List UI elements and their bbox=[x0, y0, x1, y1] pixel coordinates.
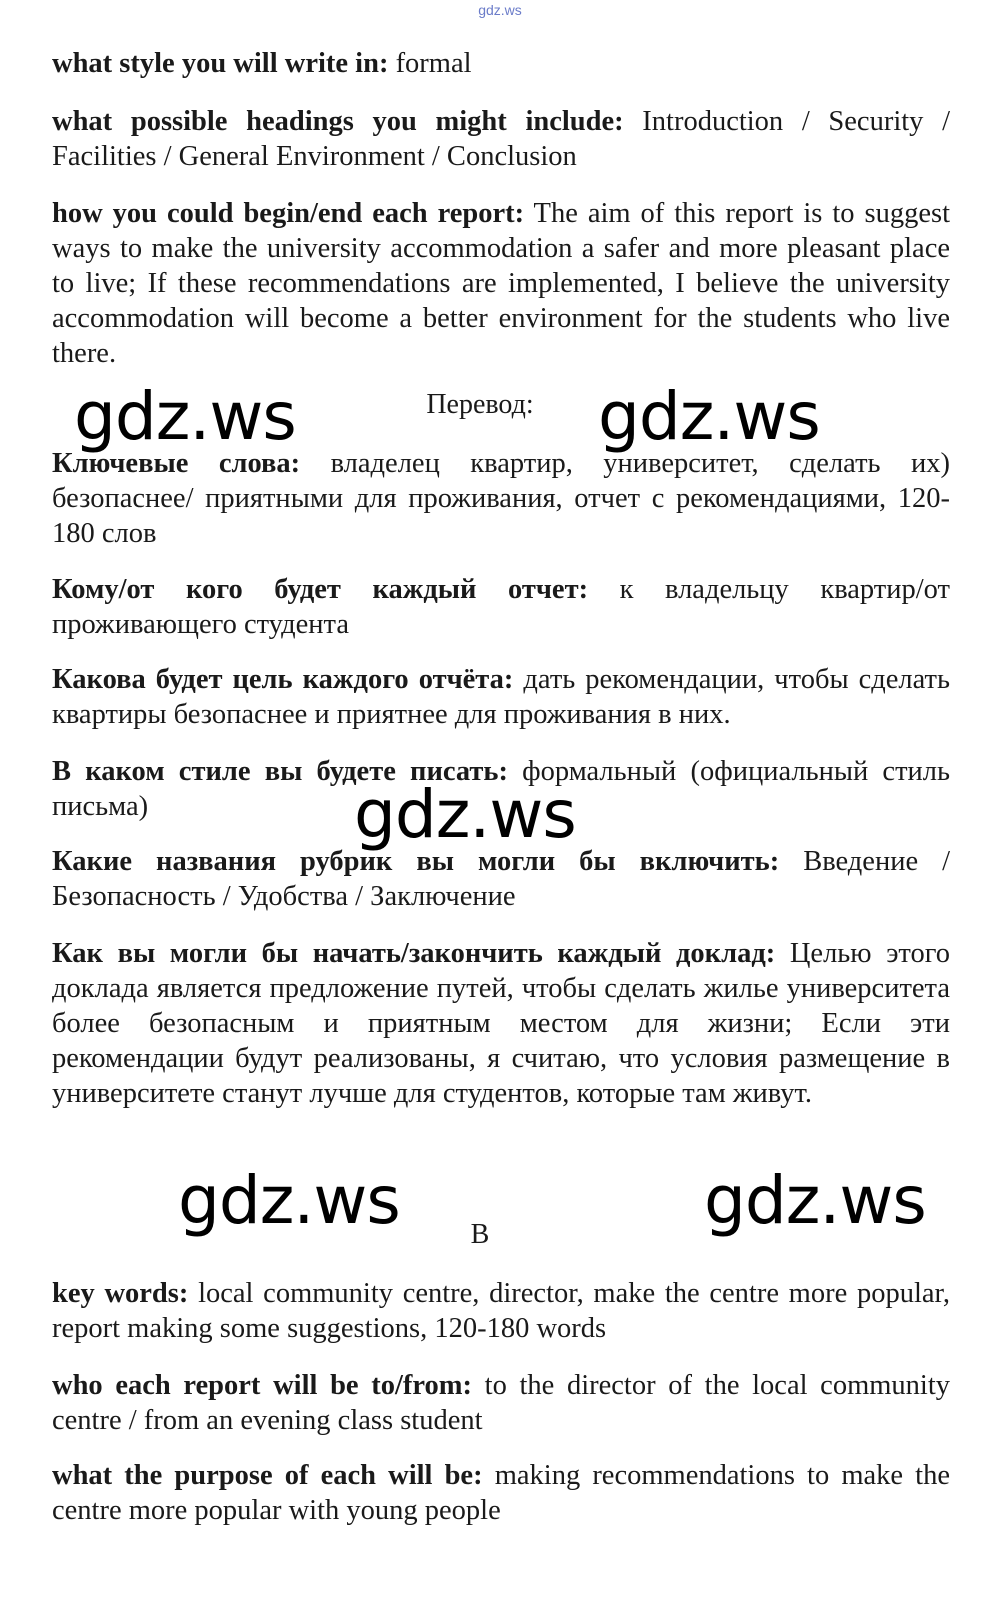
paragraph-label: what possible headings you might include: bbox=[52, 106, 624, 137]
paragraph-keywords-b bbox=[52, 1276, 950, 1346]
paragraph-text: Целью этого доклада является предложение путей, чтобы сделать жилье университета более безопасным и приятным местом для жизни; Если эти рекомендации будут реализованы, я считаю, что условия размещение в университете станут лучше для студентов, которые там живут. bbox=[52, 938, 950, 1109]
paragraph-keywords-ru bbox=[52, 446, 950, 551]
paragraph-text: владелец квартир, университет, сделать их) безопаснее/ приятными для проживания, отчет с рекомендациями, 120-180 слов bbox=[52, 448, 950, 549]
paragraph-text: The aim of this report is to suggest ways to make the university accommodation a safer and more pleasant place to live; If these recommendations are implemented, I believe the university accommodation will become a better environment for the students who live there. bbox=[52, 198, 950, 369]
paragraph-label: Кому/от кого будет каждый отчет: bbox=[52, 574, 589, 605]
paragraph-text: local community centre, director, make the centre more popular, report making some suggestions, 120-180 words bbox=[52, 1278, 950, 1344]
paragraph-to-from-b bbox=[52, 1368, 950, 1438]
paragraph-label: В каком стиле вы будете писать: bbox=[52, 756, 508, 787]
paragraph-style bbox=[52, 46, 950, 81]
paragraph-label: Ключевые слова: bbox=[52, 448, 301, 479]
paragraph-label: Какова будет цель каждого отчёта: bbox=[52, 664, 514, 695]
paragraph-text: to the director of the local community centre / from an evening class student bbox=[52, 1370, 950, 1436]
paragraph-headings bbox=[52, 104, 950, 174]
watermark: gdz.ws bbox=[704, 1162, 926, 1239]
top-watermark: gdz.ws bbox=[478, 2, 522, 18]
paragraph-label: what style you will write in: bbox=[52, 48, 389, 79]
paragraph-purpose-b bbox=[52, 1458, 950, 1528]
paragraph-text: making recommendations to make the centre more popular with young people bbox=[52, 1460, 950, 1526]
paragraph-begin-end-ru bbox=[52, 936, 950, 1111]
paragraph-headings-ru bbox=[52, 844, 950, 914]
paragraph-label: how you could begin/end each report: bbox=[52, 198, 525, 229]
watermark: gdz.ws bbox=[178, 1162, 400, 1239]
translation-label: Перевод: bbox=[426, 389, 534, 420]
paragraph-text: к владельцу квартир/от проживающего студента bbox=[52, 574, 950, 640]
paragraph-text: formal bbox=[388, 48, 472, 79]
paragraph-label: what the purpose of each will be: bbox=[52, 1460, 483, 1491]
watermark: gdz.ws bbox=[74, 378, 296, 455]
watermark: gdz.ws bbox=[354, 776, 576, 853]
paragraph-label: key words: bbox=[52, 1278, 189, 1309]
watermark: gdz.ws bbox=[598, 378, 820, 455]
paragraph-purpose-ru bbox=[52, 662, 950, 732]
paragraph-text: Введение / Безопасность / Удобства / Заключение bbox=[52, 846, 951, 912]
section-label: B bbox=[470, 1219, 490, 1250]
paragraph-text: формальный (официальный стиль письма) bbox=[52, 756, 950, 822]
paragraph-text: Introduction / Security / Facilities / General Environment / Conclusion bbox=[52, 106, 950, 172]
paragraph-begin-end bbox=[52, 196, 950, 371]
paragraph-to-from-ru bbox=[52, 572, 950, 642]
paragraph-text: дать рекомендации, чтобы сделать квартиры безопаснее и приятнее для проживания в них. bbox=[52, 664, 950, 730]
paragraph-label: who each report will be to/from: bbox=[52, 1370, 473, 1401]
paragraph-label: Какие названия рубрик вы могли бы включить: bbox=[52, 846, 780, 877]
paragraph-label: Как вы могли бы начать/закончить каждый доклад: bbox=[52, 938, 776, 969]
